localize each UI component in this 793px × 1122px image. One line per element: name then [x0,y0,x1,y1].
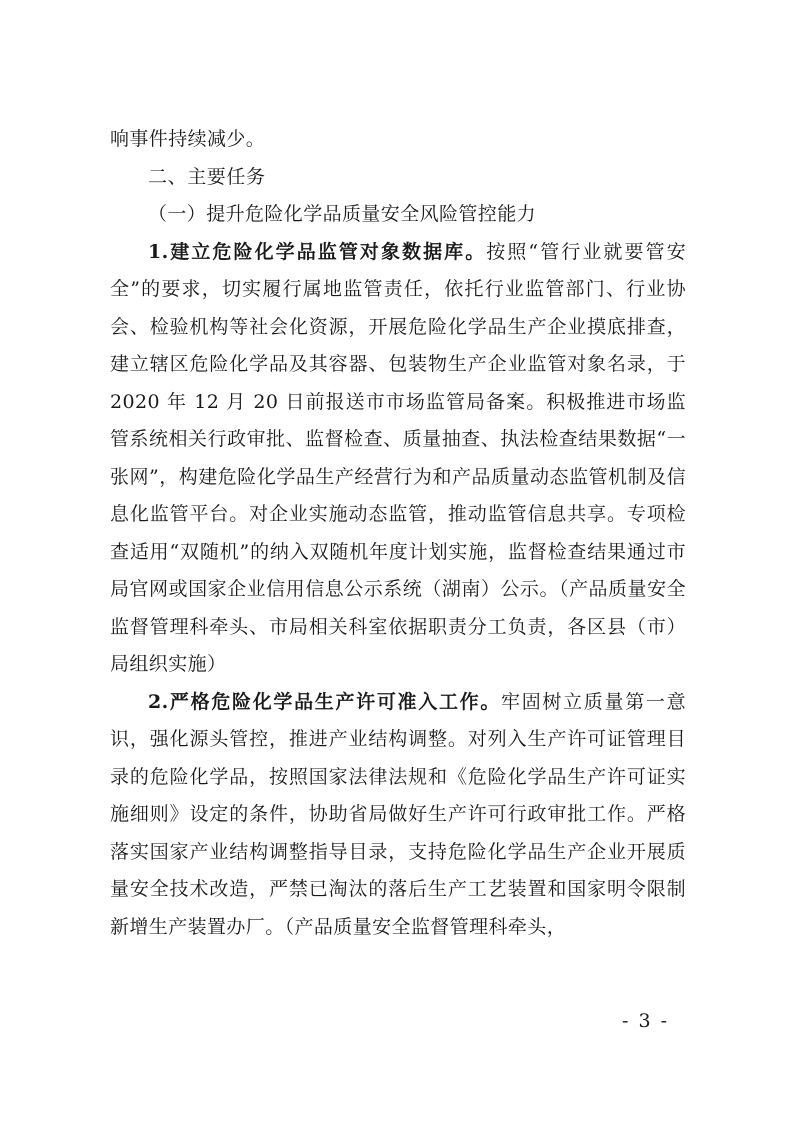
task-title-2: 2.严格危险化学品生产许可准入工作。 [148,690,502,713]
continued-paragraph-line: 响事件持续减少。 [110,128,266,150]
task-text-2: 牢固树立质量第一意识，强化源头管控，推进产业结构调整。对列入生产许可证管理目录的危险化学品，按照国家法律法规和《危险化学品生产许可证实施细则》设定的条件，协助省局做好生产许可行政审批工作。严格落实国家产业结构调整指导目录，支持危险化学品生产企业开展质量安全技术改造，严禁已淘汰的落后生产工艺装置和国家明令限制新增生产装置办厂。（产品质量安全监督管理科牵头， [110,690,686,938]
section-heading: 二、主要任务 [148,165,266,188]
document-body [110,121,686,946]
task-text-1: 按照“管行业就要管安全”的要求，切实履行属地监管责任，依托行业监管部门、行业协会、检验机构等社会化资源，开展危险化学品生产企业摸底排查，建立辖区危险化学品及其容器、包装物生产企业监管对象名录，于 2020 年 12 月 20 日前报送市市场监管局备案。积极推进市场监管系统相关行政审批、监督检查、质量抽查、执法检查结果数据“一张网”，构建危险化学品生产经营行为和产品质量动态监管机制及信息化监管平台。对企业实施动态监管，推动监管信息共享。专项检查适用“双随机”的纳入双随机年度计划实施，监督检查结果通过市局官网或国家企业信用信息公示系统（湖南）公示。（产品质量安全监督管理科牵头、市局相关科室依据职责分工负责，各区县（市）局组织实施） [110,240,687,675]
task-paragraph-2 [110,684,686,947]
task-paragraph-1 [110,234,686,684]
page-number: - 3 - [622,1010,670,1032]
task-title-1: 1.建立危险化学品监管对象数据库。 [148,240,487,263]
subsection-heading: （一）提升危险化学品质量安全风险管控能力 [148,203,537,225]
